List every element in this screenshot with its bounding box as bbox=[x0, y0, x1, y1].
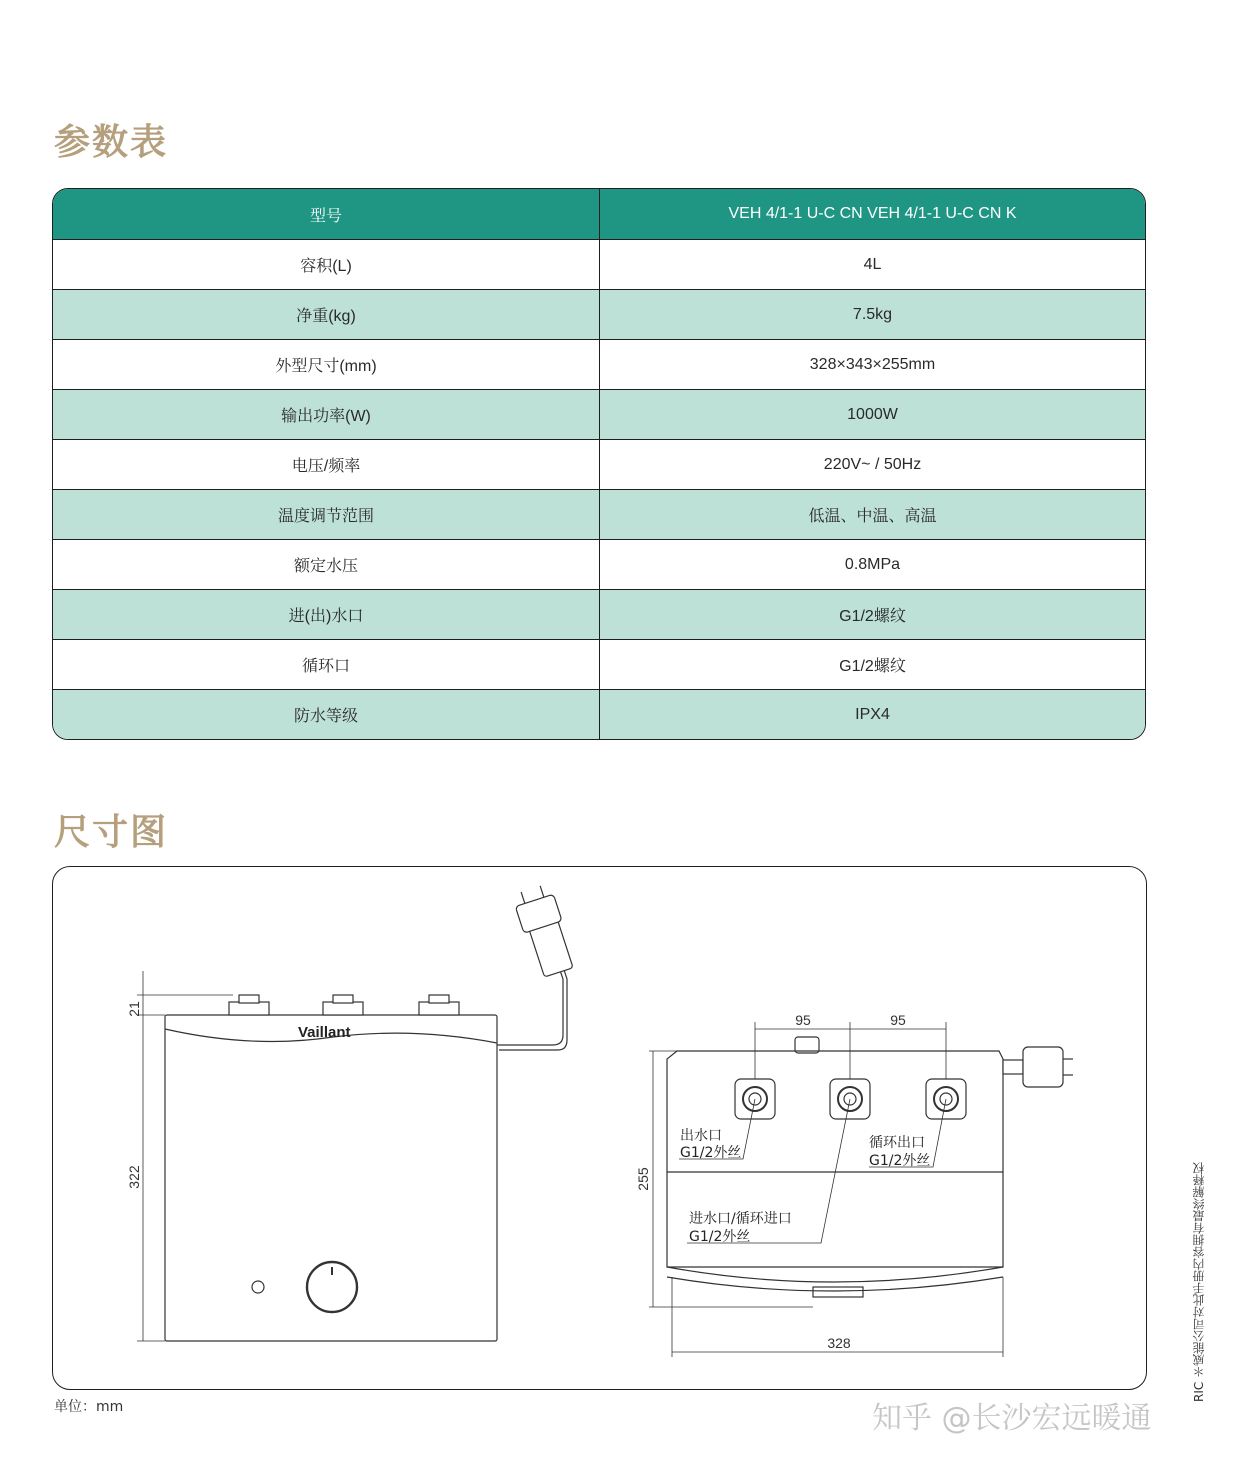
row-value: 低温、中温、高温 bbox=[808, 508, 937, 525]
row-value: 7.5kg bbox=[852, 305, 893, 323]
row-label: 输出功率(W) bbox=[53, 390, 600, 439]
power-plug bbox=[512, 883, 577, 979]
dimension-drawing bbox=[53, 867, 1147, 1390]
row-value: 0.8MPa bbox=[844, 555, 901, 573]
bottom-fitting bbox=[813, 1287, 863, 1297]
top-view-plug bbox=[1003, 1047, 1073, 1087]
dim-height-322: 322 bbox=[126, 1165, 142, 1189]
top-connector-1 bbox=[229, 995, 269, 1015]
params-section-title: 参数表 bbox=[54, 122, 169, 163]
dim-depth-255: 255 bbox=[635, 1167, 651, 1191]
top-view-base-curve-2 bbox=[667, 1277, 1003, 1291]
heater-body-front bbox=[165, 1015, 497, 1341]
dim-spacing-95-right: 95 bbox=[890, 1012, 906, 1028]
row-label: 容积(L) bbox=[53, 240, 600, 289]
row-label: 循环口 bbox=[53, 640, 600, 689]
table-row bbox=[53, 589, 1145, 639]
dim-top-21: 21 bbox=[126, 1001, 142, 1017]
top-connector-3 bbox=[419, 995, 459, 1015]
header-model-value: VEH 4/1-1 U-C CN VEH 4/1-1 U-C CN K bbox=[728, 205, 1017, 222]
table-row bbox=[53, 239, 1145, 289]
table-row bbox=[53, 289, 1145, 339]
top-view bbox=[649, 1022, 1073, 1357]
top-view-base-curve bbox=[667, 1267, 1003, 1282]
row-label: 进(出)水口 bbox=[53, 590, 600, 639]
row-value: G1/2螺纹 bbox=[839, 658, 906, 675]
circulation-outlet-thread-label: G1/2外丝 bbox=[869, 1153, 931, 1169]
side-disclaimer: RIC ＊威能公司对此手册内容拥有最终解释权 bbox=[1192, 1161, 1206, 1402]
table-row bbox=[53, 539, 1145, 589]
dims-section-title: 尺寸图 bbox=[54, 812, 169, 853]
row-label: 额定水压 bbox=[53, 540, 600, 589]
row-value: G1/2螺纹 bbox=[839, 608, 906, 625]
brand-logo: Vaillant bbox=[298, 1024, 351, 1041]
row-value: 1000W bbox=[847, 405, 898, 423]
dim-spacing-95-left: 95 bbox=[795, 1012, 811, 1028]
row-value: 328×343×255mm bbox=[809, 355, 936, 373]
row-value: 4L bbox=[863, 255, 882, 273]
row-label: 净重(kg) bbox=[53, 290, 600, 339]
spec-table-header bbox=[53, 189, 1145, 239]
row-value: IPX4 bbox=[855, 705, 890, 723]
dim-width-328: 328 bbox=[827, 1335, 851, 1351]
row-label: 防水等级 bbox=[53, 690, 600, 739]
outlet-label: 出水口 bbox=[680, 1128, 722, 1144]
top-connector-2 bbox=[323, 995, 363, 1015]
dimension-diagram bbox=[52, 866, 1147, 1390]
table-row bbox=[53, 689, 1145, 739]
outlet-thread-label: G1/2外丝 bbox=[680, 1145, 742, 1161]
spec-table bbox=[52, 188, 1146, 740]
front-view bbox=[137, 883, 577, 1341]
table-row bbox=[53, 439, 1145, 489]
row-label: 外型尺寸(mm) bbox=[53, 340, 600, 389]
table-row bbox=[53, 389, 1145, 439]
inlet-thread-label: G1/2外丝 bbox=[689, 1229, 751, 1245]
inlet-label: 进水口/循环进口 bbox=[689, 1211, 792, 1227]
header-model-label: 型号 bbox=[53, 189, 600, 239]
unit-note: 单位：mm bbox=[54, 1399, 124, 1415]
table-row bbox=[53, 339, 1145, 389]
row-label: 温度调节范围 bbox=[53, 490, 600, 539]
table-row bbox=[53, 639, 1145, 689]
watermark: 知乎 @长沙宏远暖通 bbox=[872, 1401, 1152, 1436]
circulation-outlet-label: 循环出口 bbox=[869, 1135, 925, 1151]
table-row bbox=[53, 489, 1145, 539]
row-value: 220V~ / 50Hz bbox=[823, 455, 922, 473]
row-label: 电压/频率 bbox=[53, 440, 600, 489]
